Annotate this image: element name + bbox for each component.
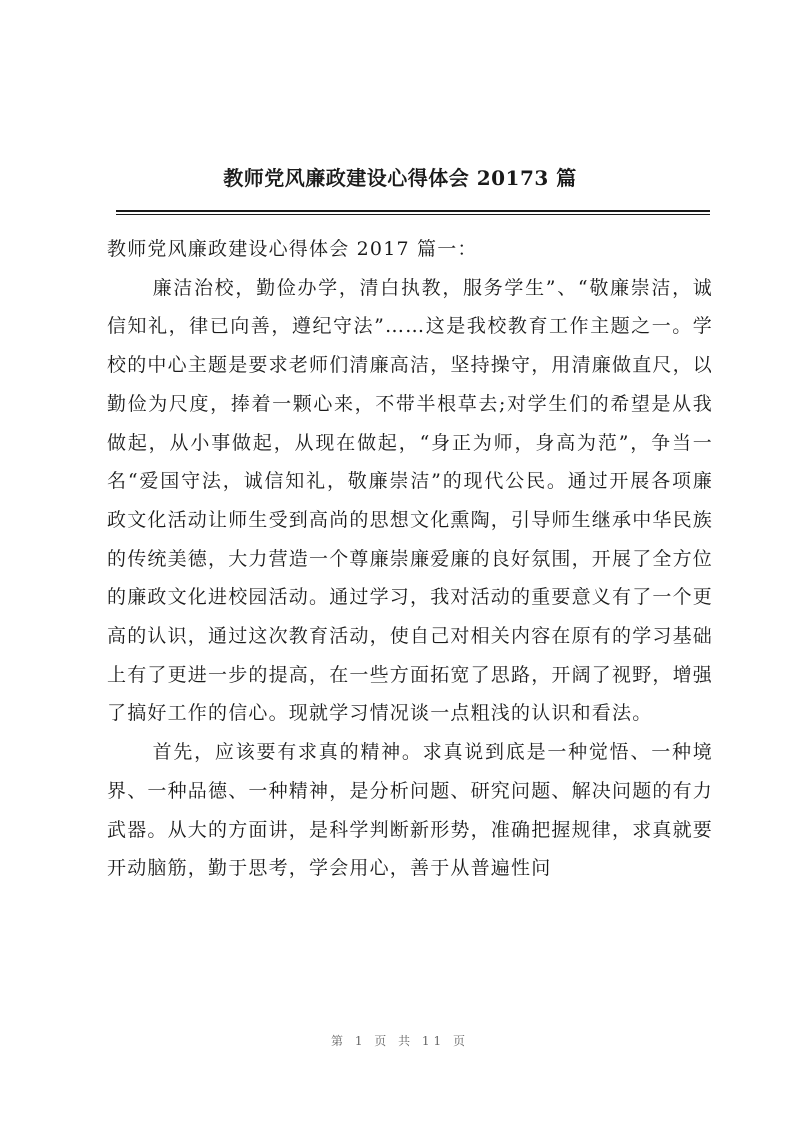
page-footer: 第 1 页 共 11 页 [331,1034,469,1048]
section-heading: 教师党风廉政建设心得体会 2017 篇一： [107,238,478,260]
paragraph-2: 首先，应该要有求真的精神。求真说到底是一种觉悟、一种境界、一种品德、一种精神，是分析问题、研究问题、解决问题的有力武器。从大的方面讲，是科学判断新形势，准确把握规律，求真就要开动脑筋，勤于思考，学会用心，善于从普遍性问 [107,741,714,880]
document-title: 教师党风廉政建设心得体会 20173 篇 [223,166,577,190]
title-divider [116,210,710,215]
document-body [107,230,713,888]
paragraph-1: 廉洁治校，勤俭办学，清白执教，服务学生”、“敬廉崇洁，诚信知礼，律已向善，遵纪守法”……这是我校教育工作主题之一。学校的中心主题是要求老师们清廉高洁，坚持操守，用清廉做直尺，以勤俭为尺度，捧着一颗心来，不带半根草去;对学生们的希望是从我做起，从小事做起，从现在做起，“身正为师，身高为范”，争当一名“爱国守法，诚信知礼，敬廉崇洁”的现代公民。通过开展各项廉政文化活动让师生受到高尚的思想文化熏陶，引导师生继承中华民族的传统美德，大力营造一个尊廉崇廉爱廉的良好氛围，开展了全方位的廉政文化进校园活动。通过学习，我对活动的重要意义有了一个更高的认识，通过这次教育活动，使自己对相关内容在原有的学习基础上有了更进一步的提高，在一些方面拓宽了思路，开阔了视野，增强了搞好工作的信心。现就学习情况谈一点粗浅的认识和看法。 [107,276,714,725]
